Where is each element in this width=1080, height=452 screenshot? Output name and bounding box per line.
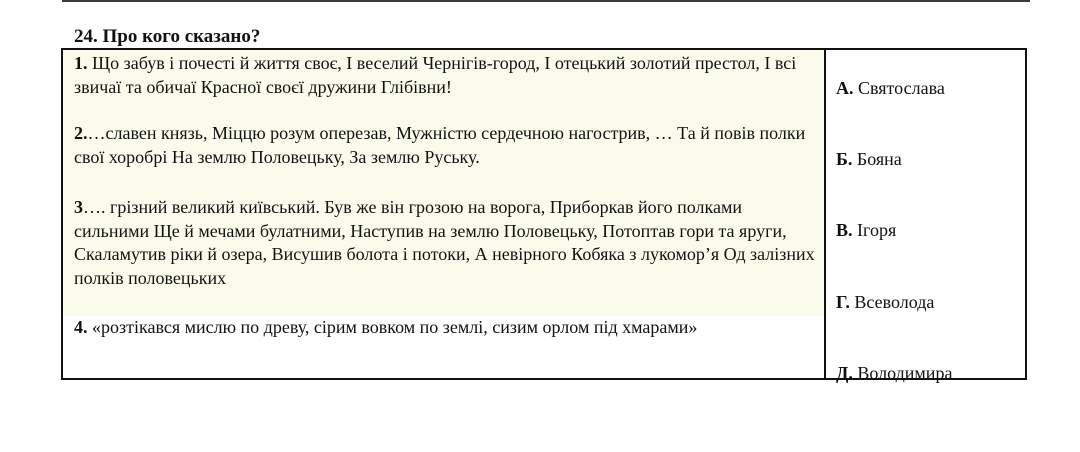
option-letter: А. — [836, 78, 854, 98]
option-letter: Д. — [836, 363, 853, 383]
passage-number: 1. — [74, 53, 88, 73]
option-a — [836, 77, 945, 99]
top-rule — [62, 0, 1030, 2]
passage-number: 4. — [74, 317, 88, 337]
option-name: Всеволода — [849, 292, 935, 312]
passage-4 — [74, 316, 819, 340]
passage-text: …славен князь, Міццю розум оперезав, Мужністю сердечною нагострив, … Та й повів полки свої хоробрі На землю Половецьку, За землю Руську. — [74, 123, 806, 167]
passage-3 — [74, 196, 819, 290]
option-name: Володимира — [852, 363, 953, 383]
passage-2 — [74, 122, 819, 169]
option-c — [836, 219, 896, 241]
passage-1 — [74, 52, 819, 99]
option-letter: В. — [836, 220, 853, 240]
option-name: Бояна — [852, 149, 902, 169]
passage-number: 3 — [74, 197, 83, 217]
passage-number: 2. — [74, 123, 88, 143]
passage-text: «розтікався мислю по древу, сірим вовком по землі, сизим орлом під хмарами» — [87, 317, 698, 337]
passage-text: …. грізний великий київський. Був же він грозою на ворога, Приборкав його полками сильними Ще й мечами булатними, Наступив на землю Половецьку, Потоптав гори та яруги, Скаламутив ріки й озера, Висушив болота і потоки, А невірного Кобяка з лукомор’я Од залізних полків половецьких — [74, 197, 815, 288]
task-title: 24. Про кого сказано? — [74, 26, 261, 47]
option-name: Святослава — [853, 78, 945, 98]
option-letter: Б. — [836, 149, 853, 169]
option-b — [836, 148, 902, 170]
option-name: Ігоря — [852, 220, 897, 240]
option-e — [836, 362, 952, 384]
option-d — [836, 291, 934, 313]
column-divider — [824, 48, 826, 380]
passage-text: Що забув і почесті й життя своє, І веселий Чернігів-город, І отецький золотий престол, І всі звичаї та обичаї Красної своєї дружини Глібівни! — [74, 53, 797, 97]
option-letter: Г. — [836, 292, 850, 312]
